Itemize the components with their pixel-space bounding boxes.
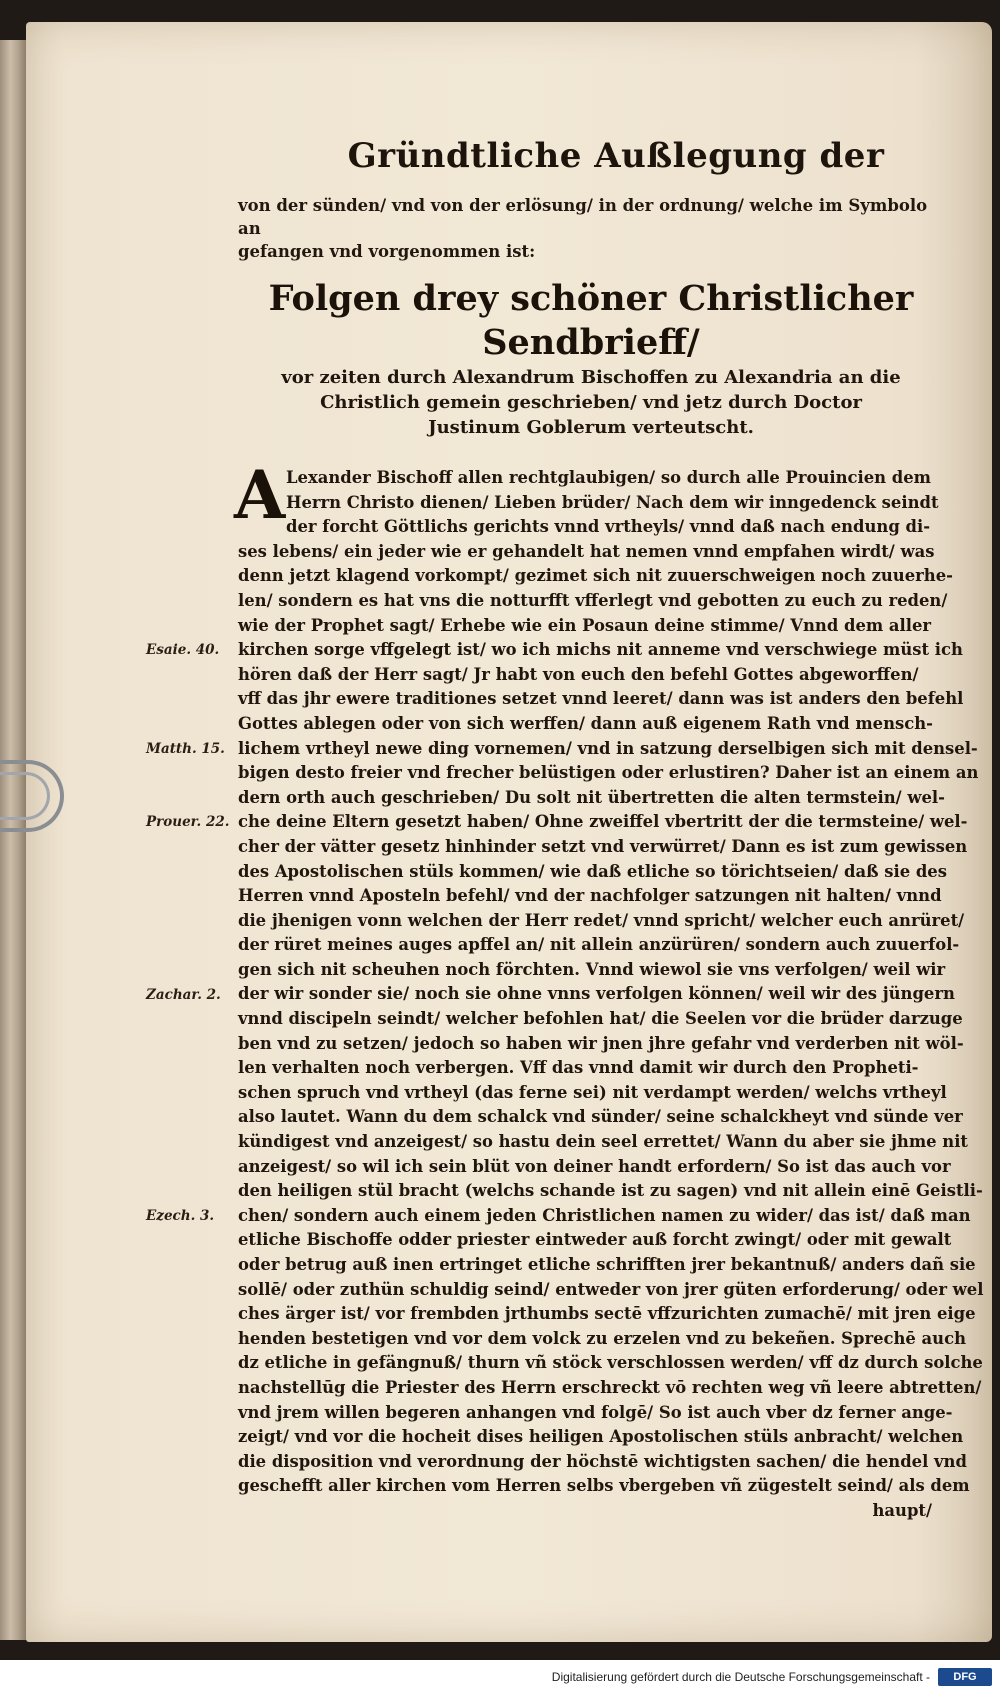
text-line: oder betrug auß inen ertringet etliche schrifften jrer bekantnuß/ anders dañ sie: [238, 1255, 976, 1274]
footer-credit: Digitalisierung gefördert durch die Deutsche Forschungsgemeinschaft -: [551, 1670, 930, 1684]
text-line: die disposition vnd verordnung der höchstē wichtigsten sachen/ die hendel vnd: [238, 1451, 967, 1471]
subtitle-line: Christlich gemein geschrieben/ vnd jetz durch Doctor: [320, 392, 862, 413]
intro-line: von der sünden/ vnd von der erlösung/ in der ordnung/ welche im Symbolo an: [238, 196, 928, 238]
running-head: Gründtliche Außlegung der: [347, 136, 885, 176]
text-line: zeigt/ vnd vor die hocheit dises heiligen Apostolischen stüls anbracht/ welchen: [238, 1427, 964, 1447]
text-line: Herrn Christo dienen/ Lieben brüder/ Nach dem wir inngedenck seindt: [286, 492, 939, 512]
text-line: gen sich nit scheuhen noch förchten. Vnnd wiewol sie vns verfolgen/ weil wir: [238, 959, 946, 979]
intro-line: gefangen vnd vorgenommen ist:: [238, 242, 536, 261]
text-line: len/ sondern es hat vns die notturfft vfferlegt vnd gebotten zu euch zu reden/: [238, 590, 948, 610]
text-line: Lexander Bischoff allen rechtglaubigen/ so durch alle Prouincien dem: [286, 468, 931, 487]
text-line: haupt/: [872, 1500, 932, 1520]
paper-clip-inner-icon: [0, 772, 50, 820]
dfg-logo: DFG: [938, 1668, 992, 1686]
text-line: dern orth auch geschrieben/ Du solt nit übertretten die alten termstein/ wel-: [238, 787, 945, 807]
text-line: der rüret meines auges apffel an/ nit allein anzürüren/ sondern auch zuuerfol-: [238, 935, 960, 955]
text-line: geschefft aller kirchen vom Herren selbs vbergeben vñ zügestelt seind/ als dem: [238, 1476, 970, 1496]
drop-cap: A: [234, 456, 286, 534]
text-line: cher der vätter gesetz hinhinder setzt vnd verwürret/ Dann es ist zum gewissen: [238, 836, 968, 856]
text-line: lichem vrtheyl newe ding vornemen/ vnd in satzung derselbigen sich mit densel-: [238, 738, 978, 758]
text-line: bigen desto freier vnd frecher belüstigen oder erlustiren? Daher ist an einem an: [238, 763, 979, 783]
text-line: Herren vnnd Aposteln befehl/ vnd der nachfolger satzungen nit halten/ vnnd: [238, 886, 942, 906]
text-line: Gottes ablegen oder von sich werffen/ dann auß eigenem Rath vnd mensch-: [238, 713, 933, 733]
text-line: len verhalten noch verbergen. Vff das vnnd damit wir durch den Propheti-: [238, 1058, 919, 1078]
intro-text: [238, 194, 944, 263]
title-block: [238, 277, 944, 440]
text-line: der wir sonder sie/ noch sie ohne vnns verfolgen können/ weil wir des jüngern: [238, 984, 955, 1004]
page-content: [146, 136, 984, 1524]
marginal-note: Zachar. 2.: [146, 986, 221, 1003]
text-line: vnd jrem willen begeren anhangen vnd folgē/ So ist auch vber dz ferner ange-: [238, 1402, 953, 1422]
text-line: wie der Prophet sagt/ Erhebe wie ein Posaun deine stimme/ Vnnd dem aller: [238, 615, 932, 635]
text-line: kündigest vnd anzeigest/ so hastu dein seel errettet/ Wann du aber sie jhme nit: [238, 1132, 969, 1152]
text-line: ches ärger ist/ vor frembden jrthumbs sectē vffzurichten zumachē/ mit jren eige: [238, 1304, 976, 1324]
text-line: denn jetzt klagend vorkompt/ gezimet sich nit zuuerschweigen noch zuuerhe-: [238, 566, 953, 586]
text-line: chen/ sondern auch einem jeden Christlichen namen zu wider/ das ist/ daß man: [238, 1205, 971, 1225]
text-line: che deine Eltern gesetzt haben/ Ohne zweiffel vbertritt der die termsteine/ wel-: [238, 812, 968, 832]
text-line: ben vnd zu setzen/ jedoch so haben wir jnen jhre gefahr vnd verderben nit wöl-: [238, 1033, 964, 1053]
text-line: der forcht Göttlichs gerichts vnnd vrtheyls/ vnnd daß nach endung di-: [286, 517, 931, 537]
text-line: anzeigest/ so wil ich sein blüt von deiner handt erfordern/ So ist das auch vor: [238, 1156, 951, 1176]
text-line: also lautet. Wann du dem schalck vnd sünder/ seine schalckheyt vnd sünde ver: [238, 1107, 963, 1127]
text-line: schen spruch vnd vrtheyl (das ferne sei) nit verdampt werden/ welchs vrtheyl: [238, 1082, 947, 1102]
subtitle-line: vor zeiten durch Alexandrum Bischoffen zu Alexandria an die: [281, 367, 901, 388]
text-line: etliche Bischoffe odder priester eintweder auß forcht zwingt/ oder mit gewalt: [238, 1230, 952, 1250]
text-line: sollē/ oder zuthün schuldig seind/ entweder von jrer güten erforderung/ oder wel: [238, 1279, 984, 1299]
text-line: vff das jhr ewere traditiones setzet vnnd leeret/ dann was ist anders den befehl: [238, 689, 964, 709]
marginal-note: Ezech. 3.: [146, 1208, 215, 1224]
text-line: kirchen sorge vffgelegt ist/ wo ich michs nit anneme vnd verschwiege müst ich: [238, 640, 963, 660]
text-line: vnnd discipeln seindt/ welcher befohlen hat/ die Seelen vor die brüder darzuge: [238, 1009, 963, 1029]
marginal-note: Esaie. 40.: [146, 642, 220, 659]
text-line: nachstellūg die Priester des Herrn erschreckt vō rechten weg vñ leere abtretten/: [238, 1377, 982, 1397]
text-line: die jhenigen vonn welchen der Herr redet/ vnnd spricht/ welcher euch anrüret/: [238, 910, 965, 930]
body-text: [146, 456, 984, 1524]
text-line: des Apostolischen stüls kommen/ wie daß etliche so törichtseien/ daß sie des: [238, 861, 947, 881]
text-line: dz etliche in gefängnuß/ thurn vñ stöck verschlossen werden/ vff dz durch solche: [238, 1353, 983, 1373]
text-line: hören daß der Herr sagt/ Jr habt von euch den befehl Gottes abgeworffen/: [238, 664, 919, 684]
text-line: ses lebens/ ein jeder wie er gehandelt hat nemen vnnd empfahen wirdt/ was: [238, 541, 935, 561]
footer-bar: [0, 1660, 1000, 1695]
marginal-note: Matth. 15.: [146, 740, 225, 757]
text-line: den heiligen stül bracht (welchs schande ist zu sagen) vnd nit allein einē Geistli-: [238, 1181, 983, 1201]
subtitle-line: Justinum Goblerum verteutscht.: [428, 417, 754, 438]
text-line: henden bestetigen vnd vor dem volck zu erzelen vnd zu bekeñen. Sprechē auch: [238, 1328, 966, 1348]
page-title: Folgen drey schöner Christlicher Sendbrieff/: [268, 278, 914, 363]
marginal-note: Prouer. 22.: [146, 814, 230, 831]
